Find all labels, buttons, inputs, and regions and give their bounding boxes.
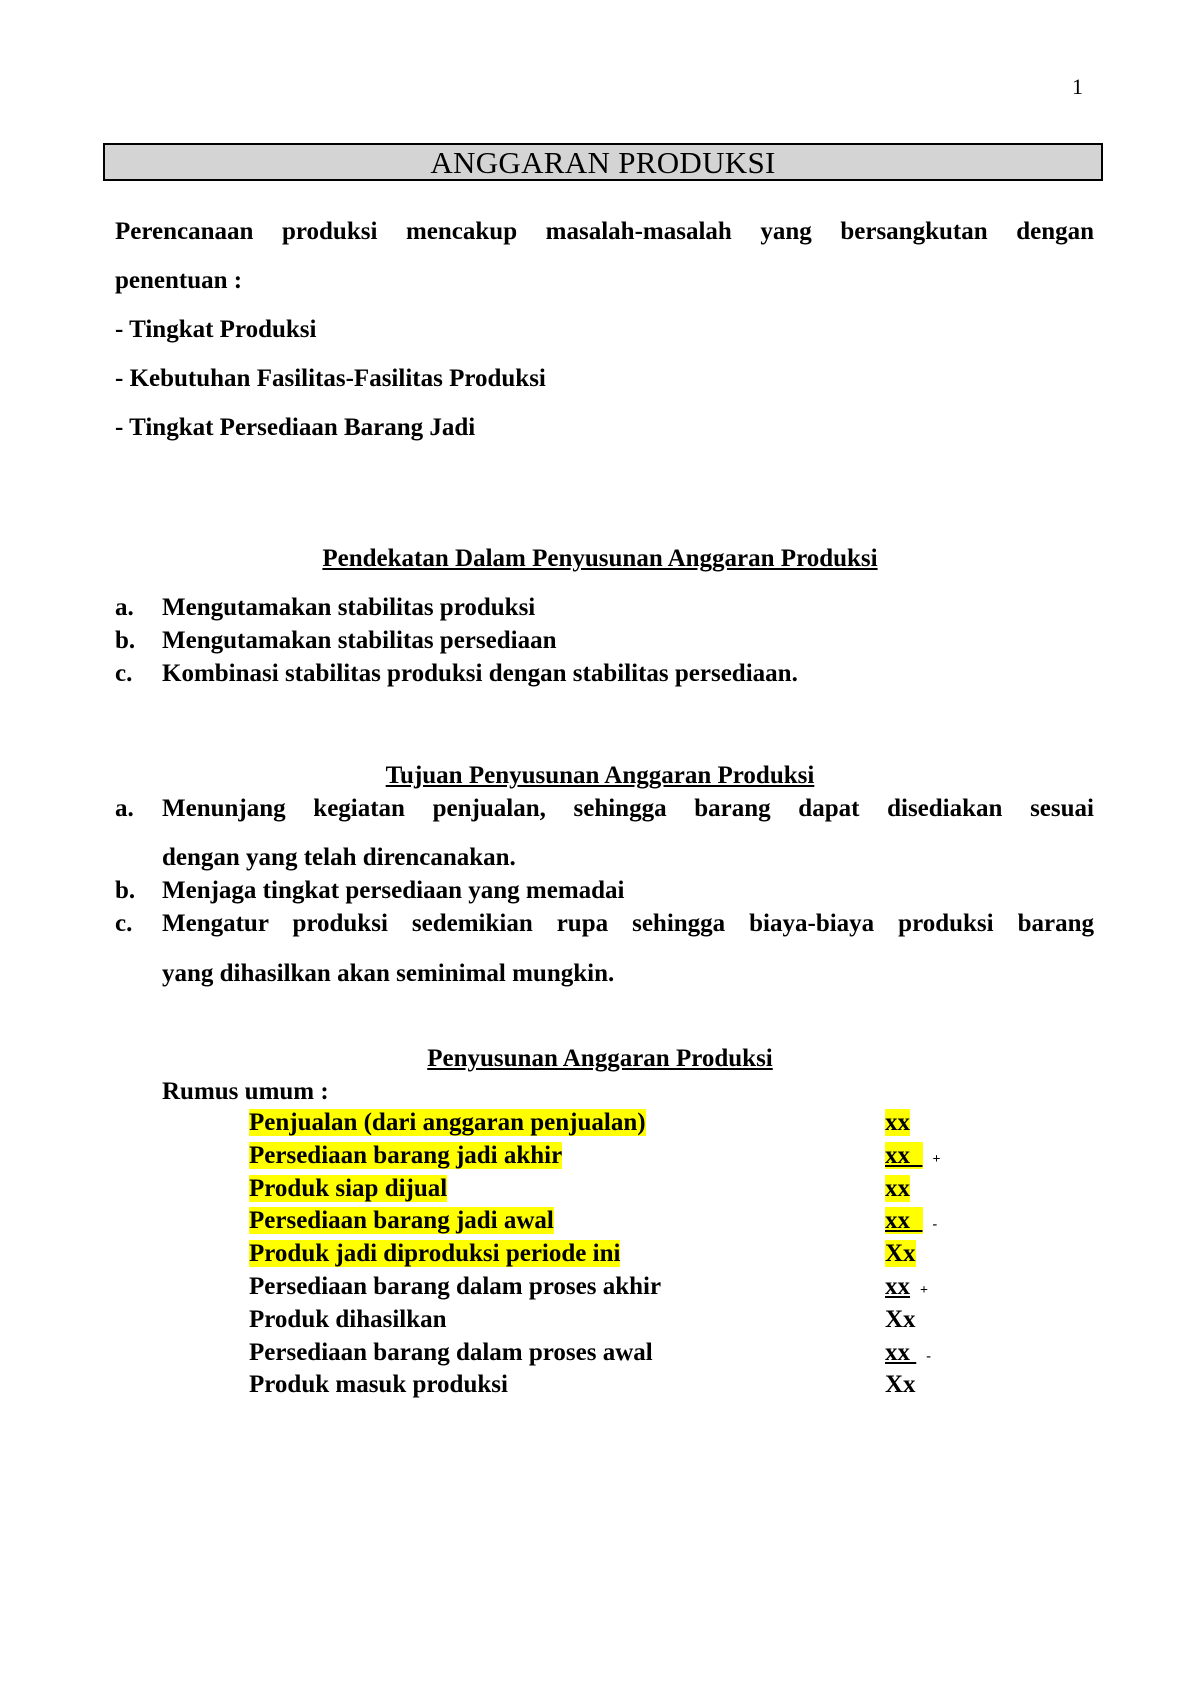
formula-row-label: Penjualan (dari anggaran penjualan) — [249, 1109, 646, 1136]
formula-row-label: Persediaan barang dalam proses awal — [249, 1339, 653, 1366]
intro-line-2: penentuan : — [115, 267, 243, 294]
page-number: 1 — [1072, 74, 1083, 99]
list-marker: c. — [115, 910, 133, 937]
formula-operator: + — [920, 1283, 928, 1298]
formula-operator: + — [932, 1152, 941, 1167]
document-title — [103, 143, 1103, 181]
document-title-text: ANGGARAN PRODUKSI — [430, 145, 776, 180]
list-marker: b. — [115, 627, 136, 654]
formula-row-value: Xx — [885, 1306, 916, 1333]
list-marker: a. — [115, 795, 134, 822]
formula-row-label: Persediaan barang jadi awal — [249, 1207, 554, 1234]
list-marker: c. — [115, 660, 133, 687]
section-heading-tujuan-text: Tujuan Penyusunan Anggaran Produksi — [385, 762, 815, 789]
list-item: Mengutamakan stabilitas persediaan — [162, 627, 557, 654]
section-heading-penyusunan-text: Penyusunan Anggaran Produksi — [427, 1045, 773, 1072]
formula-label: Rumus umum : — [162, 1078, 329, 1105]
formula-row-label: Produk jadi diproduksi periode ini — [249, 1240, 621, 1267]
intro-line-1: Perencanaan produksi mencakup masalah-masalah yang bersangkutan dengan — [115, 218, 1094, 245]
section-heading-penyusunan — [0, 1045, 1200, 1073]
list-item: Mengatur produksi sedemikian rupa sehingga biaya-biaya produksi barang — [162, 910, 1094, 937]
formula-row-label: Produk siap dijual — [249, 1175, 448, 1202]
formula-row-label: Persediaan barang dalam proses akhir — [249, 1273, 662, 1300]
formula-row-value: Xx — [885, 1240, 916, 1267]
formula-row-value: xx — [885, 1175, 910, 1202]
formula-row-value: xx - — [885, 1207, 938, 1234]
list-item: Menunjang kegiatan penjualan, sehingga barang dapat disediakan sesuai — [162, 795, 1094, 822]
list-item: Kombinasi stabilitas produksi dengan stabilitas persediaan. — [162, 660, 798, 687]
intro-bullet: - Tingkat Produksi — [115, 316, 317, 343]
formula-row-value: xx + — [885, 1142, 941, 1169]
intro-bullet: - Kebutuhan Fasilitas-Fasilitas Produksi — [115, 365, 546, 392]
formula-row-value: xx - — [885, 1339, 931, 1366]
list-item: Mengutamakan stabilitas produksi — [162, 594, 536, 621]
section-heading-pendekatan-text: Pendekatan Dalam Penyusunan Anggaran Produksi — [322, 545, 878, 572]
list-item-continuation: dengan yang telah direncanakan. — [162, 844, 516, 871]
section-heading-pendekatan — [0, 545, 1200, 573]
formula-row-value: xx + — [885, 1273, 928, 1300]
formula-row-label: Persediaan barang jadi akhir — [249, 1142, 563, 1169]
list-marker: a. — [115, 594, 134, 621]
list-marker: b. — [115, 877, 136, 904]
formula-row-value: xx — [885, 1109, 910, 1136]
formula-operator: - — [932, 1217, 938, 1232]
formula-row-label: Produk masuk produksi — [249, 1371, 508, 1398]
list-item: Menjaga tingkat persediaan yang memadai — [162, 877, 625, 904]
section-heading-tujuan — [0, 762, 1200, 790]
formula-row-label: Produk dihasilkan — [249, 1306, 447, 1333]
list-item-continuation: yang dihasilkan akan seminimal mungkin. — [162, 960, 615, 987]
formula-operator: - — [926, 1349, 931, 1364]
formula-row-value: Xx — [885, 1371, 916, 1398]
intro-bullet: - Tingkat Persediaan Barang Jadi — [115, 414, 476, 441]
